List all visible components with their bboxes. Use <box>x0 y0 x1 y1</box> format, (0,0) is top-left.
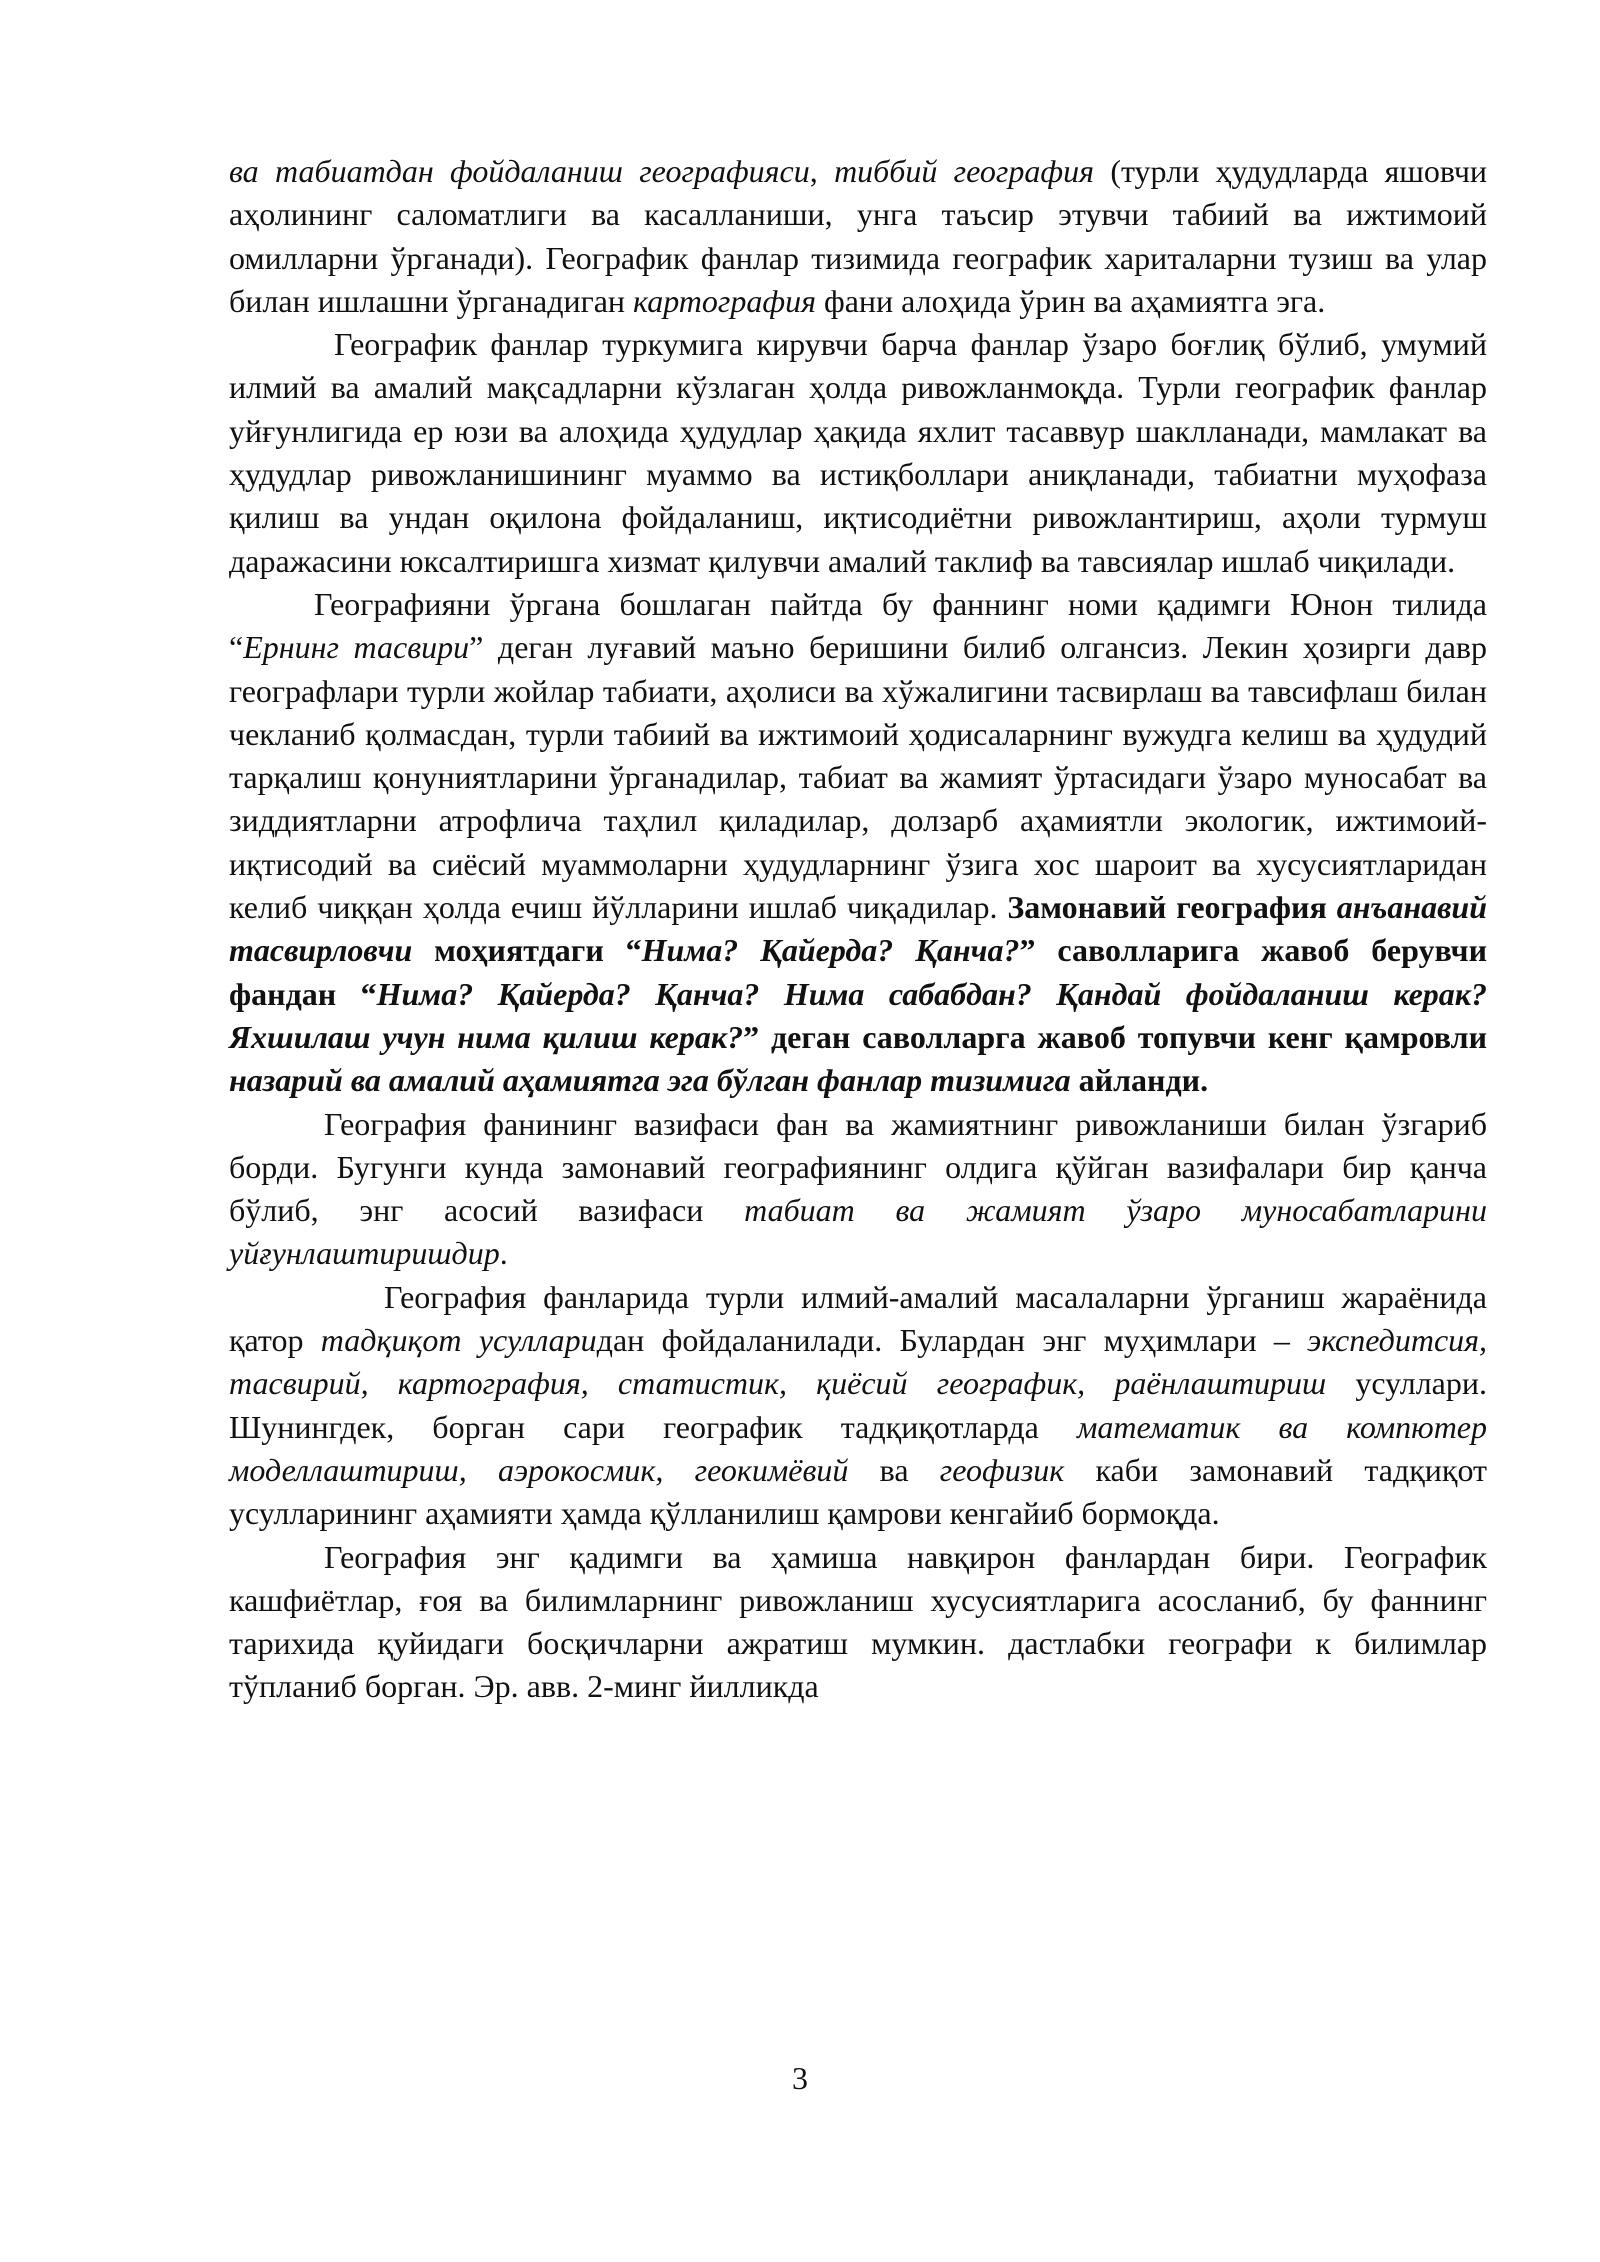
text-run: (турли ҳудудларда яшовчи аҳолининг саломатлиги ва касалланиши, унга таъсир этувчи табиий ва ижтимоий омилларни ўрганади). Географик фанлар тизимида географик хариталарни тузиш ва улар билан ишлашни ўрганадиган <box>229 153 1488 319</box>
text-run: фани алоҳида ўрин ва аҳамиятга эга. <box>815 282 1326 319</box>
text-run: табиат ва жамият ўзаро муносабатларини уйғунлаштиришдир <box>229 1192 1488 1272</box>
page-number: 3 <box>792 2060 808 2096</box>
text-run: Ернинг тасвири <box>243 629 470 666</box>
text-run: География фанининг вазифаси фан ва жамиятнинг ривожланиши билан ўзгариб борди. Бугунги кунда замонавий географиянинг олдига қўйган вазифалари бир қанча бўлиб, энг асосий вазифаси <box>229 1105 1487 1229</box>
paragraph-1 <box>229 150 1487 323</box>
text-run: . <box>499 1235 508 1272</box>
page-body <box>229 150 1487 1709</box>
text-run: дан фойдаланилади. Булардан энг муҳимлари – <box>596 1322 1308 1359</box>
text-run: тиббий география <box>834 153 1095 189</box>
text-run: каби замонавий тадқиқот усулларининг аҳамияти ҳамда қўлланилиш қамрови кенгайиб бормоқда. <box>229 1451 1488 1532</box>
text-run: Географияни ўргана бошлаган пайтда бу фаннинг номи қадимги Юнон тилида “ <box>229 585 1487 666</box>
text-run: , <box>809 153 835 189</box>
text-run: тадқиқот усуллари <box>320 1322 597 1359</box>
paragraph-4 <box>229 1103 1487 1276</box>
text-run: ” деган луғавий маъно беришини билиб олгансиз. Лекин ҳозирги давр географлари турли жойлар табиати, аҳолиси ва хўжалигини тасвирлаш ва тавсифлаш билан чекланиб қолмасдан, турли табиий ва ижтимоий ҳодисаларнинг вужудга келиш ва ҳудудий тарқалиш қонуниятларини ўрганадилар, табиат ва жамият ўртасидаги ўзаро муносабат ва зиддиятларни атрофлича таҳлил қиладилар, долзарб аҳамиятли экологик, ижтимоий-иқтисодий ва сиёсий муаммоларни ҳудудларнинг ўзига хос шароит ва хусусиятларидан келиб чиққан ҳолда ечиш йўлларини ишлаб чиқадилар. <box>229 629 1488 926</box>
text-run: анъанавий тасвирловчи <box>229 889 1488 969</box>
text-run: Географик фанлар туркумига кирувчи барча фанлар ўзаро боғлиқ бўлиб, умумий илмий ва амалий мақсадларни кўзлаган ҳолда ривожланмоқда. Турли географик фанлар уйғунлигида ер юзи ва алоҳида ҳудудлар ҳақида яхлит тасаввур шаклланади, мамлакат ва ҳудудлар ривожланишининг муаммо ва истиқболлари аниқланади, табиатни муҳофаза қилиш ва ундан оқилона фойдаланиш, иқтисодиётни ривожлантириш, аҳоли турмуш даражасини юксалтиришга хизмат қилувчи амалий таклиф ва тавсиялар ишлаб чиқилади. <box>229 326 1487 579</box>
paragraph-2 <box>229 323 1487 583</box>
text-run: ” деган саволларга жавоб топувчи кенг қамровли <box>743 1018 1488 1055</box>
text-run: География фанларида турли илмий-амалий масалаларни ўрганиш жараёнида қатор <box>229 1278 1487 1359</box>
text-run: Замонавий география <box>1007 889 1337 926</box>
text-run: моҳиятдаги “ <box>412 932 642 969</box>
text-run: айланди. <box>1070 1062 1209 1099</box>
text-run: ва табиатдан фойдаланиш географияси <box>229 153 810 189</box>
text-run: Нима? Қайерда? Қанча? Нима сабабдан? Қандай фойдаланиш керак? Яхшилаш учун нима қилиш керак? <box>229 975 1488 1055</box>
paragraph-3 <box>229 583 1487 1103</box>
text-run: назарий ва амалий аҳамиятга эга бўлган фанлар тизимига <box>229 1062 1071 1099</box>
text-run: картография <box>633 282 816 319</box>
paragraph-5 <box>229 1276 1487 1536</box>
text-run: геофизик <box>939 1451 1065 1488</box>
text-run: ” саволларига жавоб берувчи фандан “ <box>229 932 1487 1012</box>
text-run: Нима? Қайерда? Қанча? <box>641 932 1020 969</box>
text-run: География энг қадимги ва ҳамиша навқирон фанлардан бири. Географик кашфиётлар, ғоя ва билимларнинг ривожланиш хусусиятларига асосланиб, бу фаннинг тарихида қуйидаги босқичларни ажратиш мумкин. дастлабки географи к билимлар тўпланиб борган. Эр. авв. 2-минг йилликда <box>229 1538 1487 1705</box>
paragraph-6 <box>229 1536 1487 1709</box>
text-run: ва <box>848 1451 940 1488</box>
text-run: математик ва компютер моделлаштириш, аэрокосмик, геокимёвий <box>229 1408 1488 1488</box>
text-run: усуллари. Шунингдек, борган сари географик тадқиқотларда <box>229 1365 1488 1445</box>
text-run: экспедитсия, тасвирий, картография, статистик, қиёсий географик, раёнлаштириш <box>229 1322 1488 1402</box>
